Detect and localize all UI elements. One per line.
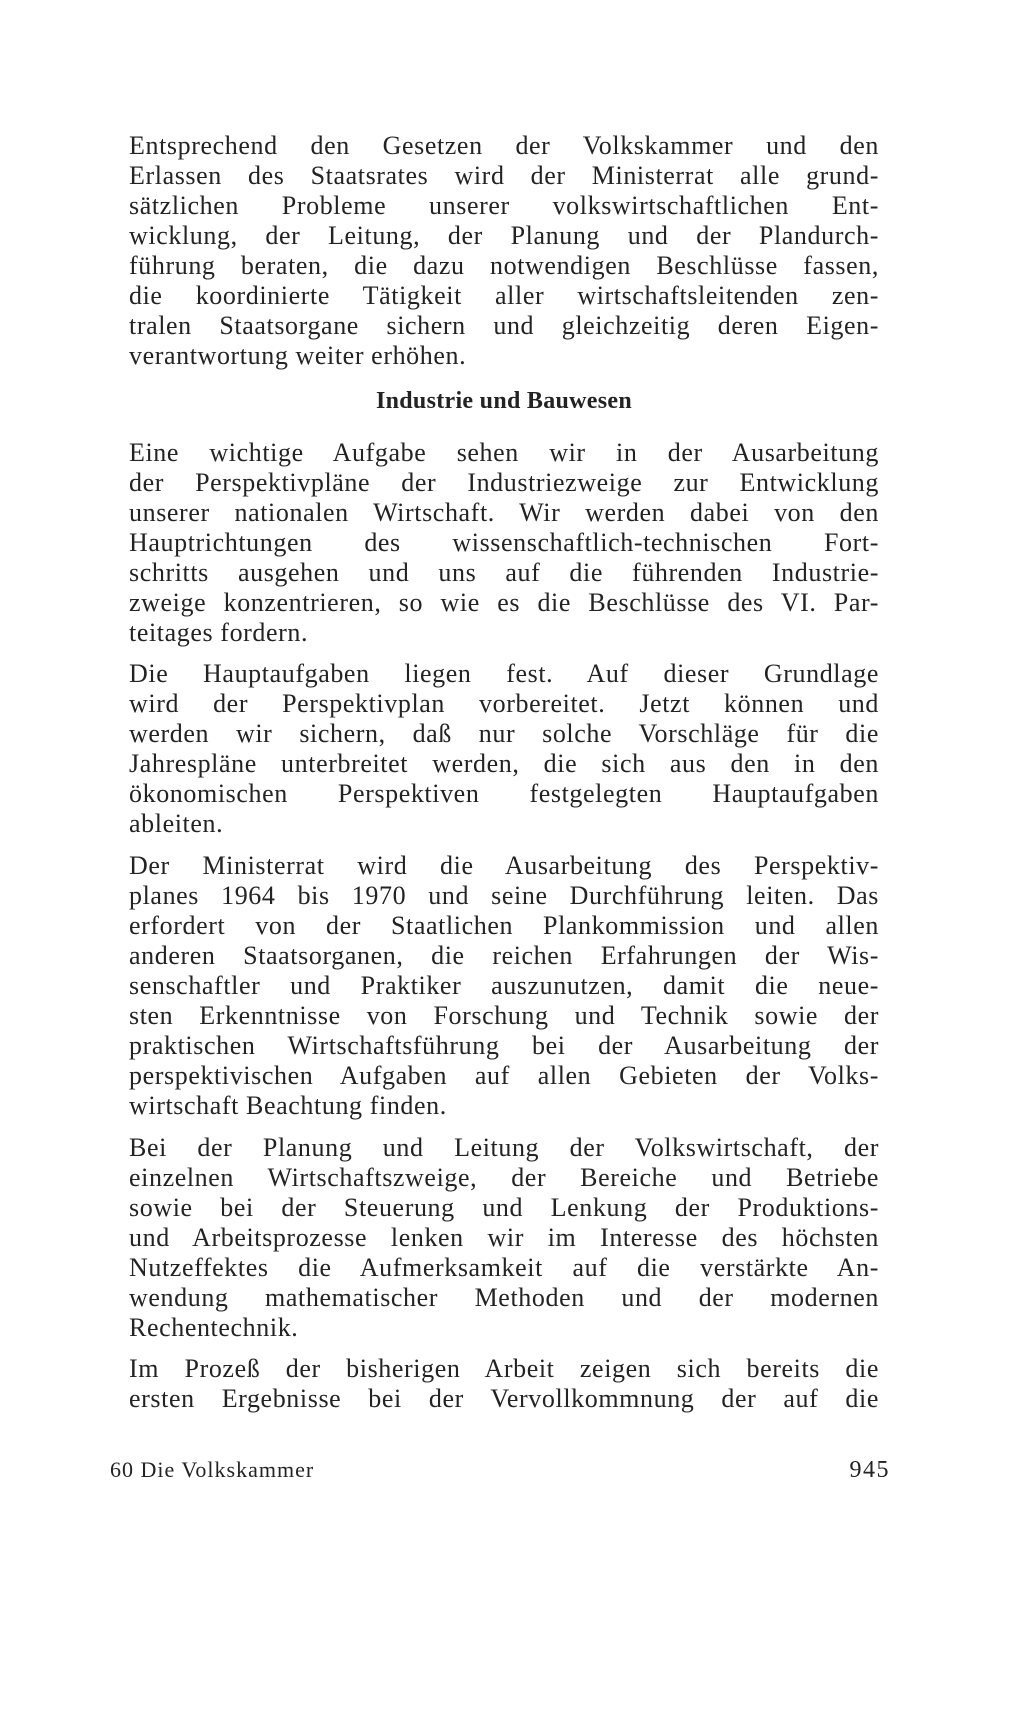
paragraph-6 bbox=[129, 1354, 879, 1414]
text-line: Entsprechend den Gesetzen der Volkskammer und den bbox=[129, 131, 879, 160]
text-line: und Arbeitsprozesse lenken wir im Interesse des höchsten bbox=[129, 1223, 879, 1252]
text-line: perspektivischen Aufgaben auf allen Gebieten der Volks- bbox=[129, 1061, 879, 1090]
text-line: anderen Staatsorganen, die reichen Erfahrungen der Wis- bbox=[129, 941, 879, 970]
text-line: Im Prozeß der bisherigen Arbeit zeigen sich bereits die bbox=[129, 1354, 879, 1383]
paragraph-4 bbox=[129, 851, 879, 1121]
text-line: erfordert von der Staatlichen Plankommission und allen bbox=[129, 911, 879, 940]
text-line: Die Hauptaufgaben liegen fest. Auf dieser Grundlage bbox=[129, 659, 879, 688]
page-footer bbox=[110, 1457, 890, 1487]
text-line: sätzlichen Probleme unserer volkswirtschaftlichen Ent- bbox=[129, 191, 879, 220]
text-line: schritts ausgehen und uns auf die führenden Industrie- bbox=[129, 558, 879, 587]
text-line: werden wir sichern, daß nur solche Vorschläge für die bbox=[129, 719, 879, 748]
text-line: ableiten. bbox=[129, 809, 224, 838]
text-line: Eine wichtige Aufgabe sehen wir in der Ausarbeitung bbox=[129, 438, 879, 467]
paragraph-3 bbox=[129, 659, 879, 839]
text-line: praktischen Wirtschaftsführung bei der Ausarbeitung der bbox=[129, 1031, 879, 1060]
page-number: 945 bbox=[849, 1457, 890, 1483]
text-line: wird der Perspektivplan vorbereitet. Jetzt können und bbox=[129, 689, 879, 718]
text-line: teitages fordern. bbox=[129, 618, 309, 647]
text-line: senschaftler und Praktiker auszunutzen, damit die neue- bbox=[129, 971, 879, 1000]
text-line: wirtschaft Beachtung finden. bbox=[129, 1091, 447, 1120]
text-line: der Perspektivpläne der Industriezweige zur Entwicklung bbox=[129, 468, 879, 497]
text-line: sten Erkenntnisse von Forschung und Technik sowie der bbox=[129, 1001, 879, 1030]
text-line: die koordinierte Tätigkeit aller wirtschaftsleitenden zen- bbox=[129, 281, 879, 310]
text-line: führung beraten, die dazu notwendigen Beschlüsse fassen, bbox=[129, 251, 879, 280]
text-line: Der Ministerrat wird die Ausarbeitung des Perspektiv- bbox=[129, 851, 879, 880]
text-line: tralen Staatsorgane sichern und gleichzeitig deren Eigen- bbox=[129, 311, 879, 340]
text-line: wicklung, der Leitung, der Planung und der Plandurch- bbox=[129, 221, 879, 250]
text-line: Hauptrichtungen des wissenschaftlich-technischen Fort- bbox=[129, 528, 879, 557]
print-signature: 60 Die Volkskammer bbox=[110, 1457, 315, 1482]
paragraph-2 bbox=[129, 438, 879, 648]
text-line: ökonomischen Perspektiven festgelegten Hauptaufgaben bbox=[129, 779, 879, 808]
text-line: Erlassen des Staatsrates wird der Ministerrat alle grund- bbox=[129, 161, 879, 190]
text-line: wendung mathematischer Methoden und der modernen bbox=[129, 1283, 879, 1312]
text-line: sowie bei der Steuerung und Lenkung der Produktions- bbox=[129, 1193, 879, 1222]
text-line: Bei der Planung und Leitung der Volkswirtschaft, der bbox=[129, 1133, 879, 1162]
text-line: Rechentechnik. bbox=[129, 1313, 299, 1342]
text-line: planes 1964 bis 1970 und seine Durchführung leiten. Das bbox=[129, 881, 879, 910]
text-line: Jahrespläne unterbreitet werden, die sich aus den in den bbox=[129, 749, 879, 778]
section-heading: Industrie und Bauwesen bbox=[375, 388, 632, 414]
text-line: ersten Ergebnisse bei der Vervollkommnung der auf die bbox=[129, 1384, 879, 1413]
text-line: verantwortung weiter erhöhen. bbox=[129, 341, 467, 370]
text-line: Nutzeffektes die Aufmerksamkeit auf die verstärkte An- bbox=[129, 1253, 879, 1282]
paragraph-5 bbox=[129, 1133, 879, 1343]
text-line: einzelnen Wirtschaftszweige, der Bereiche und Betriebe bbox=[129, 1163, 879, 1192]
text-line: unserer nationalen Wirtschaft. Wir werden dabei von den bbox=[129, 498, 879, 527]
text-line: zweige konzentrieren, so wie es die Beschlüsse des VI. Par- bbox=[129, 588, 879, 617]
paragraph-1 bbox=[129, 131, 879, 371]
